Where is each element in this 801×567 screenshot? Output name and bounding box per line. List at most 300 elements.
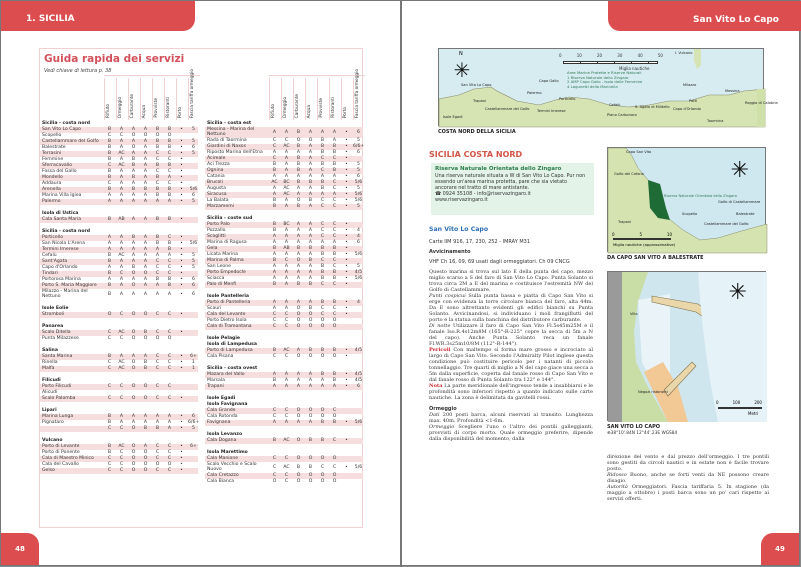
service-cell: A — [308, 372, 313, 377]
service-cell: • — [180, 420, 183, 425]
harbour-name: Cala Grande — [207, 408, 236, 413]
service-cell: B — [296, 282, 301, 287]
service-cell: C — [272, 318, 277, 323]
service-cell: AC — [283, 192, 290, 197]
harbour-name: Cala Pisana — [207, 354, 234, 359]
harbour-name: Acireale — [207, 156, 226, 161]
text-authority: Ormeggiatori. Fascia tariffaria 5. In stagione (da maggio a ottobre) i posti barca sono un po' cari rispetto ai servizi offerti. — [607, 484, 769, 502]
service-cell: C — [272, 408, 277, 413]
service-cell: B — [131, 163, 136, 168]
service-cell: B — [296, 130, 301, 135]
service-cell: B — [332, 420, 337, 425]
service-cell: C — [284, 456, 289, 461]
service-cell: 5/6 — [354, 252, 363, 257]
service-cell: B — [155, 175, 160, 180]
service-cell: A — [167, 175, 172, 180]
map-label: Golfo di Castellammare — [718, 200, 761, 204]
service-cell: A — [320, 240, 325, 245]
service-cell: C — [272, 312, 277, 317]
service-cell: O — [308, 354, 313, 359]
service-cell: 6 — [357, 384, 360, 389]
service-cell: A — [131, 199, 136, 204]
service-cell: B — [320, 162, 325, 167]
service-cell: 1 — [192, 360, 195, 365]
service-cell: • — [345, 306, 348, 311]
service-cell: A — [131, 259, 136, 264]
service-cell: O — [296, 479, 301, 484]
service-cell: • — [180, 354, 183, 359]
north-label: N — [459, 51, 463, 57]
service-cell: • — [180, 169, 183, 174]
text-night: Utilizzare il faro di Capo San Vito Fl.5s45m25M e il fanale Iso.R.4s12m8M (165°-R-225° copre la secca di 5m a N del capo). Anche Punta Solanto reca un fanale Fl.WR.3s25m10/8M (112°-R-144°). — [429, 323, 593, 347]
service-cell: B — [167, 145, 172, 150]
map-label: Balestrate — [736, 212, 755, 216]
service-cell: B — [272, 246, 277, 251]
scale-bar — [718, 407, 762, 409]
service-cell: C — [167, 271, 172, 276]
service-cell: 6 — [357, 150, 360, 155]
service-cell: B — [107, 151, 112, 156]
service-cell: A — [284, 384, 289, 389]
service-cell: • — [345, 150, 348, 155]
service-cell: O — [131, 271, 136, 276]
service-cell: C — [107, 468, 112, 473]
service-cell: C — [167, 384, 172, 389]
service-cell: A — [284, 156, 289, 161]
service-cell: C — [167, 157, 172, 162]
service-cell: • — [345, 282, 348, 287]
service-cell: A — [308, 276, 313, 281]
map-harbour-caption: SAN VITO LO CAPO — [607, 424, 660, 430]
service-cell: 5 — [192, 426, 195, 431]
service-cell: C — [332, 408, 337, 413]
column-header — [128, 78, 139, 120]
service-cell: C — [119, 133, 124, 138]
service-cell: 6 — [357, 240, 360, 245]
map-label: Piano Carbonara — [607, 113, 637, 117]
column-header-label: Acqua — [307, 104, 312, 118]
service-cell: 4/5 — [354, 348, 363, 353]
service-cell: • — [180, 139, 183, 144]
table-row — [205, 324, 363, 330]
service-cell: AC — [118, 163, 125, 168]
reserve-contact: ☎ 0924 35108 - info@riservazingaro.it — [435, 191, 531, 197]
harbour-name: Marsala — [207, 378, 225, 383]
harbour-name: Palermo — [42, 199, 61, 204]
service-cell: • — [345, 174, 348, 179]
scale-tick: 200 — [754, 400, 762, 405]
map-label: Negozi ristoranti — [638, 390, 668, 394]
service-cell: O — [131, 283, 136, 288]
service-cell: O — [131, 462, 136, 467]
service-cell: B — [155, 145, 160, 150]
service-cell: 5 — [357, 264, 360, 269]
service-cell: O — [131, 444, 136, 449]
service-cell: C — [107, 426, 112, 431]
service-cell: A — [284, 162, 289, 167]
service-cell: O — [296, 138, 301, 143]
harbour-name: Scalo Vecchio e Scalo Nuovo — [207, 462, 257, 473]
map-label: Termini Imerese — [537, 109, 566, 113]
page-number-left: 48 — [1, 533, 39, 565]
service-cell: A — [284, 240, 289, 245]
service-cell: 6/6+ — [188, 420, 200, 425]
service-cell: A — [332, 384, 337, 389]
service-cell: A — [308, 204, 313, 209]
service-cell: A — [119, 175, 124, 180]
service-cell: B — [107, 450, 112, 455]
service-cell: B — [296, 246, 301, 251]
service-cell: • — [180, 456, 183, 461]
harbour-name: Cala di Tramontana — [207, 324, 252, 329]
harbour-name: Cala Santa Maria — [42, 217, 82, 222]
service-cell: O — [143, 271, 148, 276]
service-cell: B — [107, 420, 112, 425]
map-label: Patti — [689, 99, 698, 103]
service-cell: C — [332, 258, 337, 263]
service-cell: 5/6 — [354, 180, 363, 185]
service-cell: A — [296, 276, 301, 281]
harbour-name: Giardini di Naxos — [207, 144, 246, 149]
text-landmarks: Sulla punta bassa e piatta di Capo San Vito si erge con evidenza la torre circolare bianca del faro, alta 44m. Da E sono altrettanto evidenti gli edifici bianchi su Punta Solanto. Avvicinandosi, si individuano i moli frangiflutti del porto e la statua sulla banchina del distributore carburante. — [429, 293, 593, 323]
service-cell: • — [345, 354, 348, 359]
section-name: Salina — [42, 348, 58, 353]
service-cell: C — [167, 450, 172, 455]
map-label: Palermo — [527, 91, 542, 95]
service-cell: A — [296, 264, 301, 269]
harbour-name: Palo di Menfi — [207, 282, 237, 287]
service-cell: A — [272, 264, 277, 269]
service-cell: A — [272, 234, 277, 239]
map-capo-san-vito-balestrate — [607, 147, 766, 252]
column-header-label: Ristoranti — [331, 97, 336, 118]
service-cell: A — [143, 163, 148, 168]
service-cell: A — [131, 277, 136, 282]
service-cell: C — [167, 265, 172, 270]
service-cell: O — [131, 450, 136, 455]
service-cell: A — [332, 192, 337, 197]
service-cell: B — [332, 252, 337, 257]
service-cell: B — [308, 282, 313, 287]
service-cell: A — [131, 181, 136, 186]
table-row — [40, 426, 198, 432]
section-name: Sicilia - costa nord — [42, 229, 91, 234]
service-cell: A — [155, 253, 160, 258]
service-cell: A — [272, 300, 277, 305]
service-cell: BC — [283, 180, 290, 185]
service-cell: O — [308, 318, 313, 323]
service-cell: C — [272, 144, 277, 149]
service-cell: 4 — [357, 234, 360, 239]
harbour-name: Cefalù — [42, 253, 57, 258]
service-cell: • — [345, 465, 348, 470]
service-cell: O — [320, 324, 325, 329]
harbour-name: La Balata — [207, 198, 229, 203]
service-cell: • — [180, 217, 183, 222]
service-cell: C — [155, 360, 160, 365]
service-cell: O — [308, 414, 313, 419]
table-row — [205, 354, 363, 360]
service-cell: • — [345, 348, 348, 353]
service-cell: B — [143, 360, 148, 365]
service-cell: 5/6 — [354, 198, 363, 203]
service-cell: C — [320, 222, 325, 227]
service-cell: B — [131, 265, 136, 270]
column-header — [305, 78, 316, 120]
service-cell: • — [345, 204, 348, 209]
map-label: Trapani — [473, 99, 487, 103]
service-cell: C — [320, 312, 325, 317]
service-cell: O — [131, 468, 136, 473]
service-cell: O — [296, 408, 301, 413]
service-cell: B — [272, 228, 277, 233]
service-cell: B — [167, 277, 172, 282]
service-cell: AC — [118, 330, 125, 335]
compass-rose-icon: ✳ — [730, 158, 749, 183]
map-label: Riserva Naturale Orientata dello Zingaro — [664, 194, 737, 198]
map-label: Taormina — [707, 119, 724, 123]
table-row — [205, 438, 363, 444]
map-label: Castellammare del Golfo — [704, 222, 749, 226]
service-cell: B — [155, 163, 160, 168]
service-cell: B — [167, 163, 172, 168]
service-cell: O — [332, 479, 337, 484]
service-cell: C — [155, 259, 160, 264]
service-cell: A — [308, 270, 313, 275]
legend-entry: 4 Lagunetti della Marinella — [567, 83, 618, 89]
harbour-name: Porto di Pantelleria — [207, 300, 251, 305]
service-cell: B — [107, 259, 112, 264]
service-cell: A — [143, 265, 148, 270]
service-cell: A — [131, 241, 136, 246]
section-name: Isole Eolie — [42, 306, 69, 311]
service-cell: B — [107, 354, 112, 359]
column-header — [164, 78, 175, 120]
service-cell: C — [167, 151, 172, 156]
section-name: Lipari — [42, 408, 57, 413]
paragraph-note — [429, 383, 593, 401]
service-cell: C — [332, 186, 337, 191]
service-cell: A — [119, 247, 124, 252]
section-name: Isole Pantelleria — [207, 294, 250, 299]
map-west-caption: DA CAPO SAN VITO A BALESTRATE — [607, 255, 704, 261]
service-cell: O — [143, 450, 148, 455]
service-cell: C — [155, 330, 160, 335]
service-cell: AC — [283, 465, 290, 470]
service-cell: 5 — [192, 199, 195, 204]
service-cell: • — [180, 145, 183, 150]
harbour-name: Catania — [207, 174, 225, 179]
service-cell: C — [155, 271, 160, 276]
harbour-name: Addaura — [42, 181, 62, 186]
service-cell: C — [155, 181, 160, 186]
paragraph-data — [429, 412, 593, 424]
service-cell: C — [272, 156, 277, 161]
service-cell: C — [284, 479, 289, 484]
scale-title: Miglia nautiche — [619, 66, 650, 71]
harbour-name: Porto Empedocle — [207, 270, 246, 275]
service-cell: O — [131, 384, 136, 389]
service-cell: B — [272, 162, 277, 167]
service-cell: A — [272, 192, 277, 197]
service-cell: • — [345, 168, 348, 173]
harbour-name: Brucoli — [207, 180, 223, 185]
service-cell: A — [284, 198, 289, 203]
service-cell: C — [284, 318, 289, 323]
column-header — [104, 78, 115, 120]
service-cell: C — [332, 234, 337, 239]
service-cell: B — [143, 330, 148, 335]
service-cell: O — [131, 145, 136, 150]
service-cell: A — [167, 253, 172, 258]
column-header-label: Acqua — [142, 104, 147, 118]
harbour-name: Cala Cretazzo — [207, 473, 239, 478]
service-cell: A — [119, 187, 124, 192]
harbour-name: Stromboli — [42, 312, 65, 317]
service-cell: O — [332, 473, 337, 478]
paragraph-mooring — [429, 424, 593, 442]
page-gutter — [400, 1, 402, 567]
lead-mooring: Ormeggio — [429, 424, 455, 430]
service-cell: B — [296, 168, 301, 173]
service-cell: 6 — [192, 145, 195, 150]
service-cell: B — [332, 150, 337, 155]
harbour-name: Castellammare del Golfo — [42, 139, 99, 144]
service-cell: • — [180, 199, 183, 204]
service-cell: B — [320, 270, 325, 275]
service-cell: A — [119, 193, 124, 198]
service-cell: A — [119, 181, 124, 186]
map-label: S. Agata di Militello — [635, 105, 670, 109]
chapter-tab-left — [1, 1, 195, 31]
scale-bar — [613, 238, 671, 240]
service-cell: B — [107, 145, 112, 150]
column-header — [152, 78, 163, 120]
harbour-name: Cala di Maestro Minico — [42, 456, 94, 461]
service-cell: C — [332, 180, 337, 185]
service-cell: • — [180, 181, 183, 186]
service-cell: AC — [118, 151, 125, 156]
service-cell: A — [284, 252, 289, 257]
service-cell: A — [143, 157, 148, 162]
service-cell: 5 — [357, 168, 360, 173]
service-cell: A — [143, 277, 148, 282]
mooring-text-continued — [607, 454, 769, 502]
service-cell: B — [320, 186, 325, 191]
scale-title: Miglia nautiche (approssimative) — [613, 242, 676, 247]
service-cell: C — [155, 468, 160, 473]
text-note: La parte meridionale dell'ingresso tende a insabbiarsi e le profondità sono inferiori rispetto a quanto indicato sulle carte nautiche. La zona è delimitata da gavitelli rossi. — [429, 383, 593, 401]
service-cell: A — [272, 306, 277, 311]
service-cell: O — [167, 336, 172, 341]
harbour-name: Porto di Ponente — [42, 450, 80, 455]
service-cell: A — [308, 420, 313, 425]
service-cell: O — [296, 414, 301, 419]
service-cell: A — [119, 414, 124, 419]
column-header-label: Provviste — [319, 98, 324, 118]
service-cell: 5 — [192, 259, 195, 264]
service-cell: A — [107, 235, 112, 240]
harbour-name: Cala del Cavallo — [42, 462, 79, 467]
column-header-label: Ormeggio — [118, 96, 123, 118]
service-cell: O — [143, 462, 148, 467]
lead-shelter: Ridosso — [607, 472, 627, 478]
service-cell: B — [107, 444, 112, 449]
service-cell: 5/6 — [354, 420, 363, 425]
service-cell: A — [155, 414, 160, 419]
reserve-website[interactable]: www.riservazingaro.it — [435, 197, 488, 203]
service-cell: C — [155, 456, 160, 461]
table-row — [205, 127, 363, 138]
scale-ticks — [716, 400, 762, 405]
service-cell: O — [320, 479, 325, 484]
service-cell: A — [131, 193, 136, 198]
legend-entry: Aree Marine Protette e Riserve Naturali — [567, 70, 642, 75]
service-cell: B — [167, 247, 172, 252]
service-cell: B — [272, 222, 277, 227]
section-name: Isola Favignana — [207, 402, 248, 407]
service-cell: A — [131, 253, 136, 258]
service-cell: BC — [283, 222, 290, 227]
service-cell: C — [272, 414, 277, 419]
service-cell: O — [308, 312, 313, 317]
service-cell: A — [143, 199, 148, 204]
service-cell: A — [131, 169, 136, 174]
service-cell: A — [272, 240, 277, 245]
service-cell: A — [284, 174, 289, 179]
section-name: Isole Pelagie — [207, 336, 241, 341]
text-mooring: Scegliere l'uno o l'altro dei pontili galleggianti, provvisti di corpo morto. Quale ormeggio preferire, dipende dalla disponibilità del momento, dalla — [429, 424, 593, 442]
service-cell: B — [296, 204, 301, 209]
service-cell: C — [107, 330, 112, 335]
service-cell: • — [180, 283, 183, 288]
service-cell: • — [345, 180, 348, 185]
column-header-label: Ormeggio — [283, 96, 288, 118]
table-row — [40, 199, 198, 205]
service-cell: • — [180, 462, 183, 467]
harbour-name: Femmine — [42, 157, 64, 162]
service-cell: 5 — [192, 253, 195, 258]
harbour-name: Malfa — [42, 366, 55, 371]
service-cell: A — [131, 354, 136, 359]
service-cell: A — [308, 186, 313, 191]
service-cell: O — [272, 479, 277, 484]
harbour-name: San Nicola L'Arena — [42, 241, 86, 246]
service-cell: O — [143, 396, 148, 401]
scale-tick: 20 — [597, 53, 603, 58]
service-cell: A — [272, 420, 277, 425]
map-label: Villa — [630, 312, 638, 316]
harbour-name: Marina Lunga — [42, 414, 74, 419]
service-cell: A — [308, 168, 313, 173]
table-row — [40, 312, 198, 318]
harbour-name: Porto S. Maria Maggiore — [42, 283, 97, 288]
service-cell: • — [180, 414, 183, 419]
harbour-name: Riposto Marina dell'Etna — [207, 150, 263, 155]
service-cell: O — [296, 324, 301, 329]
service-cell: C — [284, 408, 289, 413]
section-name: Isole Egadi — [207, 396, 236, 401]
service-cell: A — [167, 292, 172, 297]
scale-tick: 50 — [657, 53, 663, 58]
service-cell: O — [131, 360, 136, 365]
service-cell: 6/6+ — [353, 144, 365, 149]
service-cell: C — [155, 450, 160, 455]
service-cell: A — [143, 139, 148, 144]
harbour-name: Trapani — [207, 384, 224, 389]
service-cell: A — [296, 222, 301, 227]
service-cell: A — [296, 228, 301, 233]
